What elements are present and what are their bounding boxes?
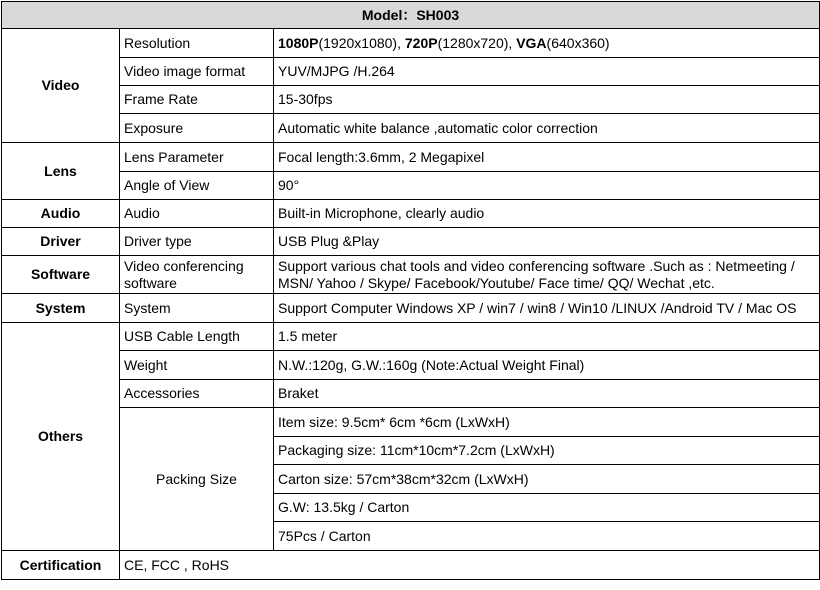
spec-label-weight: Weight [120, 351, 274, 380]
table-row [2, 380, 820, 408]
spec-value-resolution [274, 29, 820, 58]
resolution-1080-dims: (1920x1080), [318, 34, 405, 51]
table-row [2, 86, 820, 114]
spec-value-weight: N.W.:120g, G.W.:160g (Note:Actual Weight Final) [274, 351, 820, 380]
spec-value-usb-cable: 1.5 meter [274, 323, 820, 351]
table-row [2, 551, 820, 580]
category-video: Video [2, 29, 120, 143]
title-row [2, 2, 820, 29]
table-row [2, 256, 820, 294]
spec-value-lens-parameter: Focal length:3.6mm, 2 Megapixel [274, 143, 820, 172]
spec-value-certification: CE, FCC , RoHS [120, 551, 820, 580]
spec-value-packing-quantity: 75Pcs / Carton [274, 522, 820, 551]
table-row [2, 408, 820, 437]
table-row [2, 323, 820, 351]
spec-label-lens-parameter: Lens Parameter [120, 143, 274, 172]
software-label-line-2: software [124, 274, 177, 291]
spec-label-driver-type: Driver type [120, 228, 274, 256]
spec-label-exposure: Exposure [120, 114, 274, 143]
table-row [2, 114, 820, 143]
category-software: Software [2, 256, 120, 294]
software-label-line-1: Video conferencing [124, 257, 244, 274]
table-row [2, 58, 820, 86]
model-title: Model：SH003 [2, 2, 820, 29]
spec-label-video-format: Video image format [120, 58, 274, 86]
table-row [2, 228, 820, 256]
software-value-line-1: Support various chat tools and video conferencing software .Such as : Netmeeting / [278, 257, 795, 274]
spec-label-software [120, 256, 274, 294]
table-row [2, 143, 820, 172]
spec-value-software [274, 256, 820, 294]
category-others: Others [2, 323, 120, 551]
category-certification: Certification [2, 551, 120, 580]
table-row [2, 294, 820, 323]
spec-label-resolution: Resolution [120, 29, 274, 58]
resolution-vga-label: VGA [516, 34, 547, 51]
table-row [2, 172, 820, 200]
resolution-1080-label: 1080P [278, 34, 319, 51]
spec-label-frame-rate: Frame Rate [120, 86, 274, 114]
category-audio: Audio [2, 200, 120, 228]
spec-value-packing-package: Packaging size: 11cm*10cm*7.2cm (LxWxH) [274, 437, 820, 465]
spec-value-driver-type: USB Plug &Play [274, 228, 820, 256]
table-row [2, 200, 820, 228]
resolution-720-label: 720P [404, 34, 438, 51]
spec-value-audio: Built-in Microphone, clearly audio [274, 200, 820, 228]
table-row [2, 351, 820, 380]
spec-label-accessories: Accessories [120, 380, 274, 408]
spec-table [1, 1, 820, 580]
spec-value-packing-gross-weight: G.W: 13.5kg / Carton [274, 494, 820, 522]
spec-label-audio: Audio [120, 200, 274, 228]
category-lens: Lens [2, 143, 120, 200]
spec-label-packing-size: Packing Size [120, 408, 274, 551]
spec-value-angle-of-view: 90° [274, 172, 820, 200]
spec-label-usb-cable: USB Cable Length [120, 323, 274, 351]
spec-value-accessories: Braket [274, 380, 820, 408]
spec-value-frame-rate: 15-30fps [274, 86, 820, 114]
spec-value-system: Support Computer Windows XP / win7 / win8 / Win10 /LINUX /Android TV / Mac OS [274, 294, 820, 323]
spec-value-packing-carton: Carton size: 57cm*38cm*32cm (LxWxH) [274, 465, 820, 494]
spec-value-exposure: Automatic white balance ,automatic color correction [274, 114, 820, 143]
category-system: System [2, 294, 120, 323]
spec-label-system: System [120, 294, 274, 323]
spec-value-packing-item: Item size: 9.5cm* 6cm *6cm (LxWxH) [274, 408, 820, 437]
spec-value-video-format: YUV/MJPG /H.264 [274, 58, 820, 86]
software-value-line-2: MSN/ Yahoo / Skype/ Facebook/Youtube/ Face time/ QQ/ Wechat ,etc. [278, 274, 715, 291]
table-row [2, 29, 820, 58]
resolution-720-dims: (1280x720), [437, 34, 517, 51]
resolution-vga-dims: (640x360) [546, 34, 610, 51]
spec-label-angle-of-view: Angle of View [120, 172, 274, 200]
category-driver: Driver [2, 228, 120, 256]
